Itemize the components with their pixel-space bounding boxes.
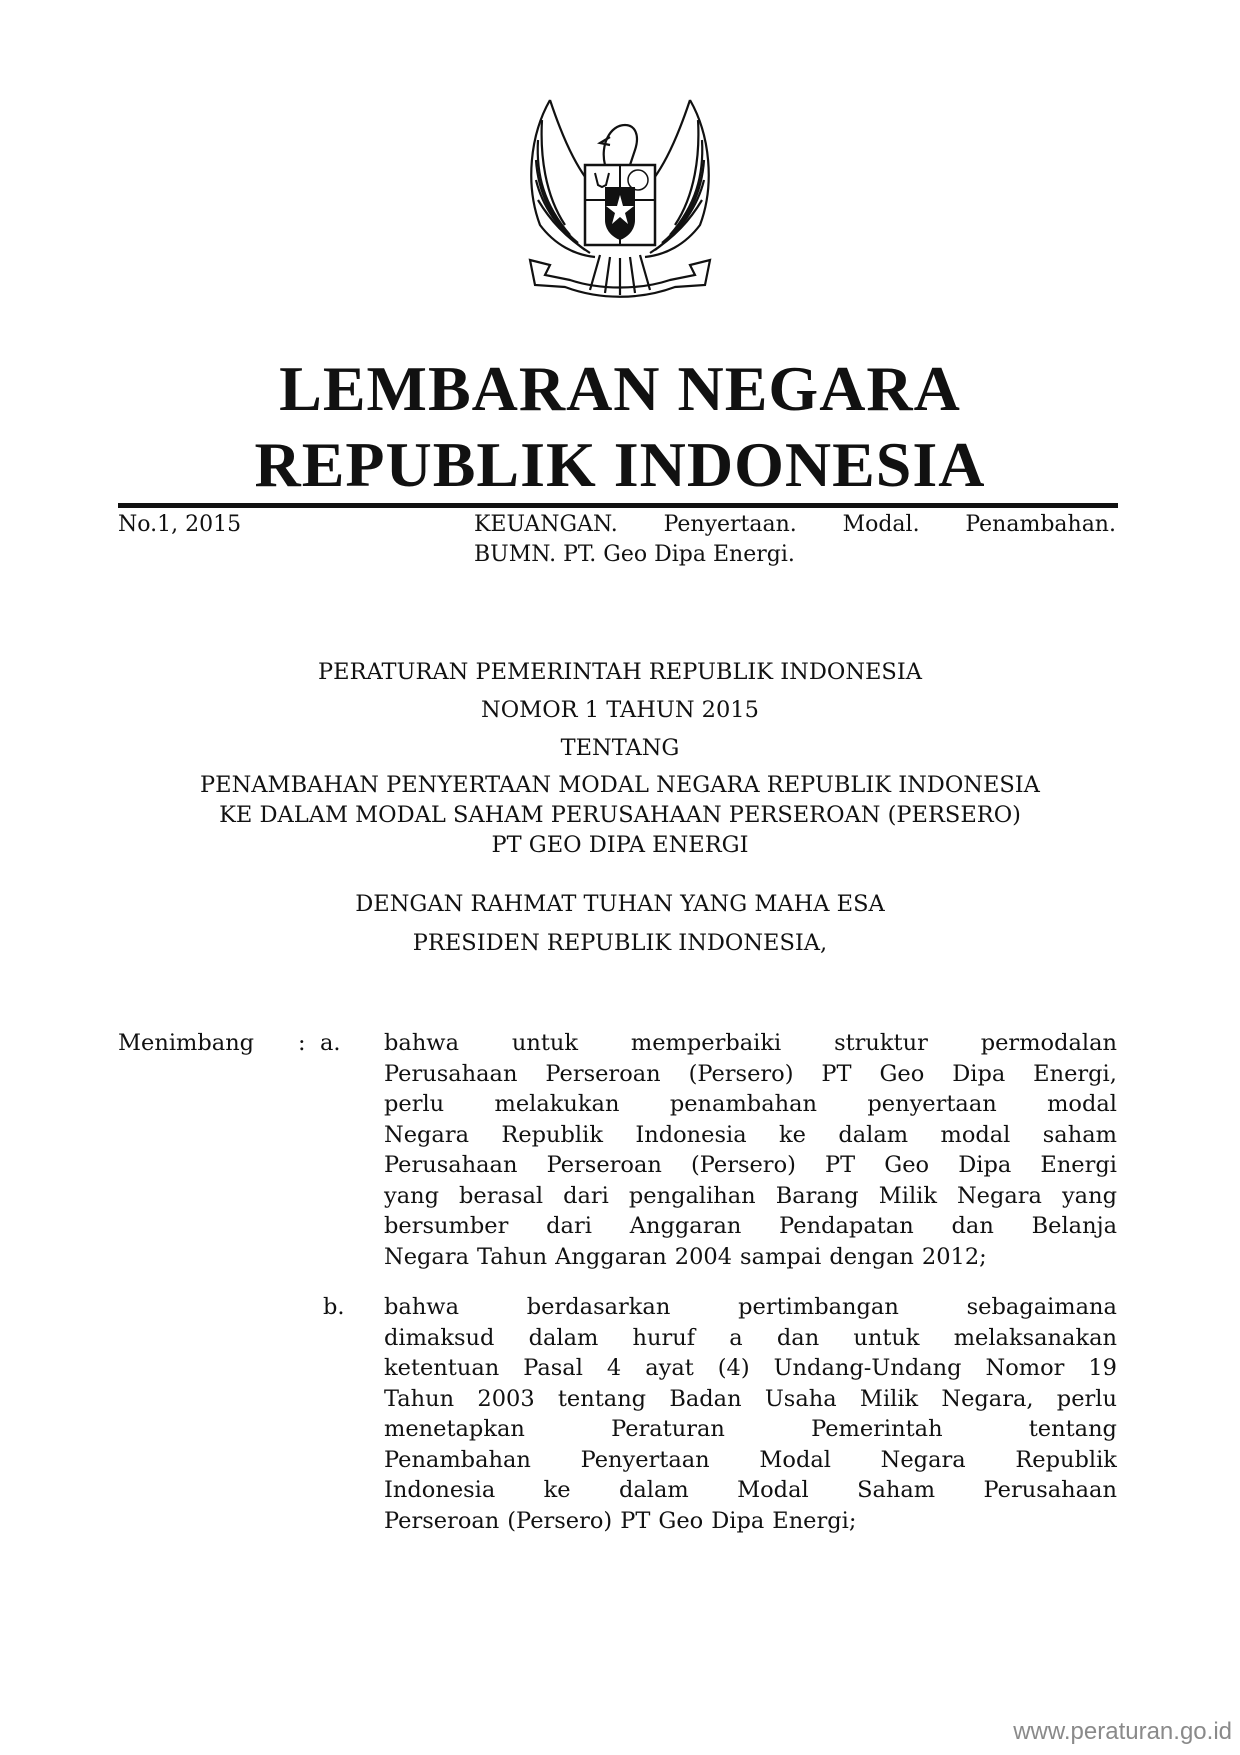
- gazette-title-line1: LEMBARAN NEGARA: [279, 353, 961, 424]
- para-line: Negara Republik Indonesia ke dalam modal saham: [384, 1121, 1117, 1148]
- regulation-subject-line3: PT GEO DIPA ENERGI: [491, 832, 749, 858]
- para-line: Tahun 2003 tentang Badan Usaha Milik Negara, perlu: [384, 1385, 1117, 1412]
- para-line: bahwa berdasarkan pertimbangan sebagaimana: [384, 1294, 1117, 1320]
- topic-word: Modal.: [842, 512, 920, 537]
- item-letter-b: b.: [323, 1294, 345, 1320]
- topic-line1: [474, 510, 1116, 540]
- topic-word: Penyertaan.: [663, 512, 797, 537]
- menimbang-item-a: [384, 1028, 1117, 1272]
- para-line: menetapkan Peraturan Pemerintah tentang: [384, 1416, 1117, 1442]
- website-watermark: www.peraturan.go.id: [1013, 1718, 1232, 1745]
- para-line: perlu melakukan penambahan penyertaan modal: [384, 1091, 1117, 1117]
- preamble-line2: PRESIDEN REPUBLIK INDONESIA,: [412, 930, 828, 956]
- gazette-number: No.1, 2015: [118, 512, 242, 537]
- para-line: bersumber dari Anggaran Pendapatan dan Belanja: [384, 1213, 1117, 1239]
- menimbang-label: Menimbang: [118, 1030, 255, 1056]
- para-line: Perusahaan Perseroan (Persero) PT Geo Dipa Energi,: [384, 1060, 1117, 1087]
- regulation-tentang: TENTANG: [560, 735, 680, 761]
- para-line: Penambahan Penyertaan Modal Negara Republik: [384, 1446, 1117, 1473]
- gazette-topic: [474, 510, 1116, 570]
- regulation-title: PERATURAN PEMERINTAH REPUBLIK INDONESIA: [318, 659, 922, 685]
- para-line: Indonesia ke dalam Modal Saham Perusahaan: [384, 1477, 1117, 1503]
- regulation-subject-line1: PENAMBAHAN PENYERTAAN MODAL NEGARA REPUBLIK INDONESIA: [200, 772, 1040, 798]
- para-line: Perusahaan Perseroan (Persero) PT Geo Dipa Energi: [384, 1152, 1117, 1178]
- topic-line2: BUMN. PT. Geo Dipa Energi.: [474, 542, 795, 567]
- garuda-emblem-icon: [510, 95, 730, 305]
- regulation-subject-line2: KE DALAM MODAL SAHAM PERUSAHAAN PERSEROAN (PERSERO): [219, 802, 1021, 828]
- para-line: ketentuan Pasal 4 ayat (4) Undang-Undang Nomor 19: [384, 1355, 1117, 1381]
- topic-word: KEUANGAN.: [474, 512, 618, 537]
- para-line: Perseroan (Persero) PT Geo Dipa Energi;: [384, 1507, 857, 1534]
- header-divider: [118, 503, 1118, 508]
- para-line: yang berasal dari pengalihan Barang Milik Negara yang: [384, 1182, 1117, 1209]
- regulation-number: NOMOR 1 TAHUN 2015: [481, 697, 759, 723]
- para-line: bahwa untuk memperbaiki struktur permodalan: [384, 1030, 1117, 1056]
- para-line: dimaksud dalam huruf a dan untuk melaksanakan: [384, 1324, 1117, 1351]
- topic-word: Penambahan.: [965, 512, 1116, 537]
- menimbang-item-b: [384, 1292, 1117, 1536]
- preamble-line1: DENGAN RAHMAT TUHAN YANG MAHA ESA: [355, 891, 885, 917]
- menimbang-colon: :: [298, 1030, 306, 1056]
- item-letter-a: a.: [320, 1030, 341, 1056]
- para-line: Negara Tahun Anggaran 2004 sampai dengan 2012;: [384, 1243, 987, 1270]
- gazette-title-line2: REPUBLIK INDONESIA: [254, 429, 986, 500]
